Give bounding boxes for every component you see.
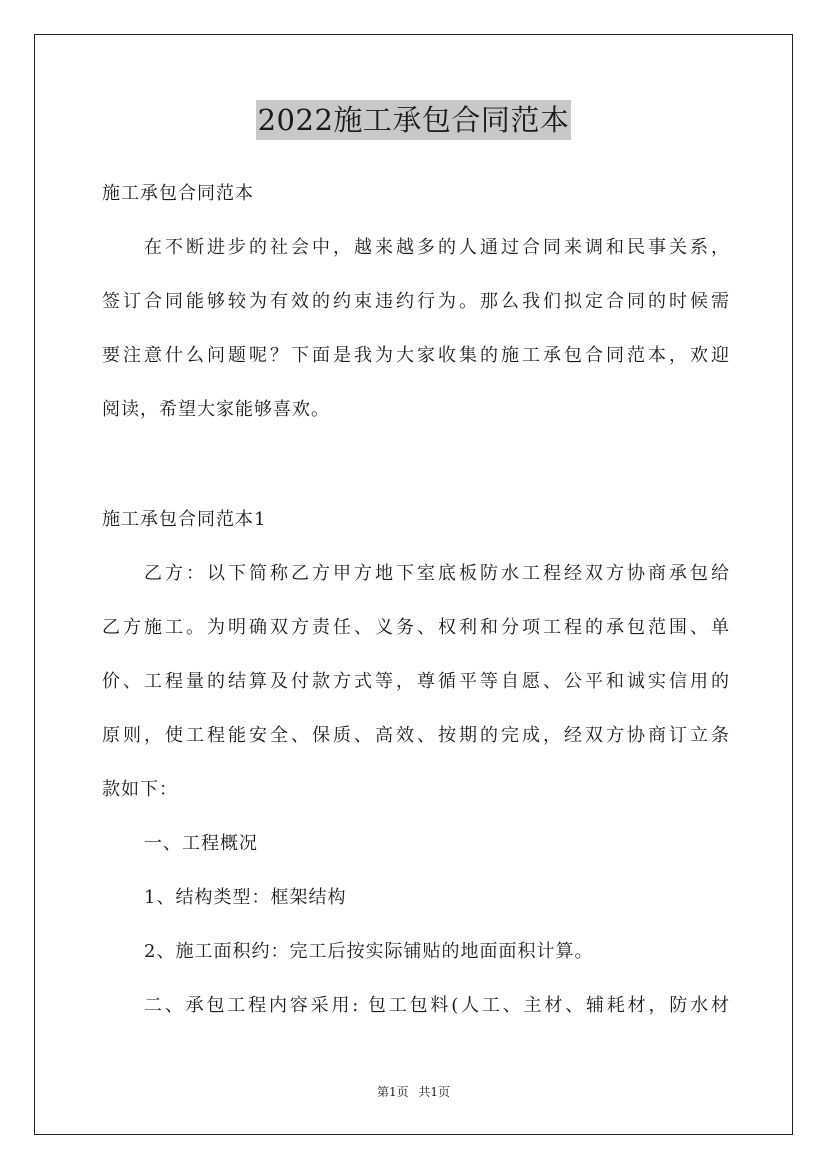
section-project-overview: 一、工程概况 [144,833,258,854]
page-footer [0,1083,827,1101]
item-construction-area: 2、施工面积约：完工后按实际铺贴的地面面积计算。 [144,941,594,962]
item-structure-type: 1、结构类型：框架结构 [144,887,347,908]
body-line-4: 原则，使工程能安全、保质、高效、按期的完成，经双方协商订立条 [102,725,730,746]
page-number: 第1页 [376,1085,409,1099]
intro-line-4: 阅读，希望大家能够喜欢。 [102,399,330,420]
document-body [102,172,730,1038]
body-line-5: 款如下： [102,779,178,800]
body-line-3: 价、工程量的结算及付款方式等，尊循平等自愿、公平和诚实信用的 [102,671,730,692]
paragraph-spacer [102,442,730,498]
intro-line-2: 签订合同能够较为有效的约束违约行为。那么我们拟定合同的时候需 [102,291,730,312]
document-title: 2022施工承包合同范本 [256,100,572,140]
body-line-2: 乙方施工。为明确双方责任、义务、权利和分项工程的承包范围、单 [102,617,730,638]
section-contract-content: 二、承包工程内容采用: 包工包料(人工、主材、辅耗材，防水材 [144,995,730,1016]
heading-contract-template-1: 施工承包合同范本1 [102,509,267,530]
body-line-1: 乙方：以下简称乙方甲方地下室底板防水工程经双方协商承包给 [144,563,730,584]
heading-contract-template: 施工承包合同范本 [102,183,254,204]
intro-line-1: 在不断进步的社会中，越来越多的人通过合同来调和民事关系， [144,237,730,258]
intro-line-3: 要注意什么问题呢？下面是我为大家收集的施工承包合同范本，欢迎 [102,345,730,366]
page-total: 共1页 [418,1085,451,1099]
document-title-wrapper [0,100,827,140]
